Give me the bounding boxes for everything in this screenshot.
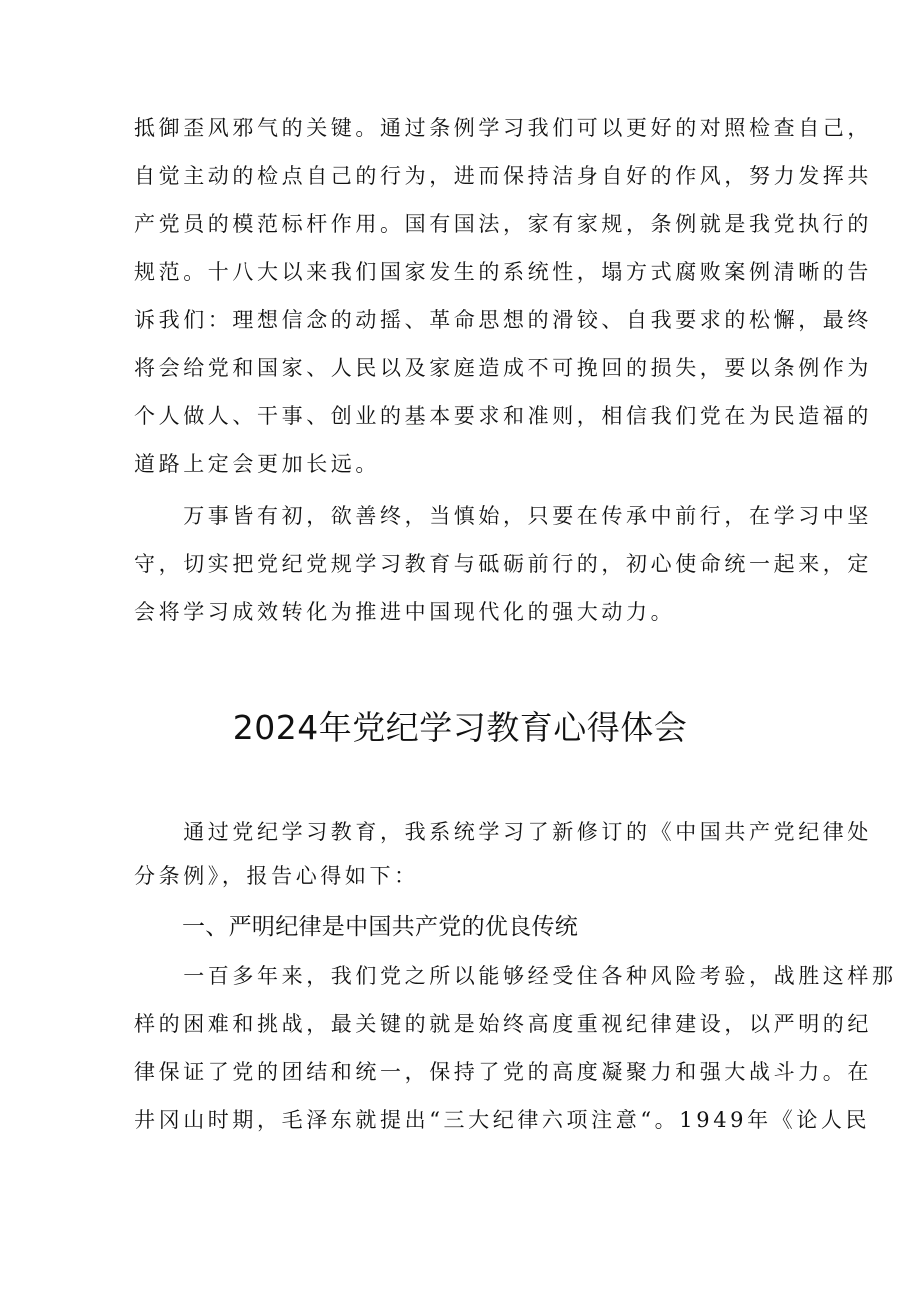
paragraph-line: 诉我们：理想信念的动摇、革命思想的滑铰、自我要求的松懈，最终: [134, 308, 872, 332]
paragraph-line: 产党员的模范标杆作用。国有国法，家有家规，条例就是我党执行的: [134, 212, 872, 236]
paragraph-line: 守，切实把党纪党规学习教育与砥砺前行的，初心使命统一起来，定: [134, 552, 872, 576]
article-title: 2024年党纪学习教育心得体会: [232, 708, 688, 747]
body-line: 井冈山时期，毛泽东就提出“三大纪律六项注意“。1949年《论人民: [134, 1108, 871, 1132]
intro-line: 通过党纪学习教育，我系统学习了新修订的《中国共产党纪律处: [134, 820, 872, 844]
body-line: 样的困难和挑战，最关键的就是始终高度重视纪律建设，以严明的纪: [134, 1012, 872, 1036]
intro-line: 分条例》，报告心得如下：: [134, 864, 419, 888]
body-line: 律保证了党的团结和统一，保持了党的高度凝聚力和强大战斗力。在: [134, 1060, 872, 1084]
paragraph-line: 抵御歪风邪气的关键。通过条例学习我们可以更好的对照检查自己，: [134, 116, 872, 140]
section-heading: 一、严明纪律是中国共产党的优良传统: [182, 914, 579, 940]
paragraph-line: 会将学习成效转化为推进中国现代化的强大动力。: [134, 600, 676, 624]
paragraph-line: 将会给党和国家、人民以及家庭造成不可挽回的损失，要以条例作为: [134, 356, 872, 380]
paragraph-line: 规范。十八大以来我们国家发生的系统性，塌方式腐败案例清晰的告: [134, 260, 872, 284]
paragraph-line: 万事皆有初，欲善终，当慎始，只要在传承中前行，在学习中坚: [134, 504, 872, 528]
body-line: 一百多年来，我们党之所以能够经受住各种风险考验，战胜这样那: [134, 964, 897, 988]
paragraph-line: 自觉主动的检点自己的行为，进而保持洁身自好的作风，努力发挥共: [134, 164, 872, 188]
paragraph-line: 个人做人、干事、创业的基本要求和准则，相信我们党在为民造福的: [134, 404, 872, 428]
paragraph-line: 道路上定会更加长远。: [134, 452, 380, 476]
